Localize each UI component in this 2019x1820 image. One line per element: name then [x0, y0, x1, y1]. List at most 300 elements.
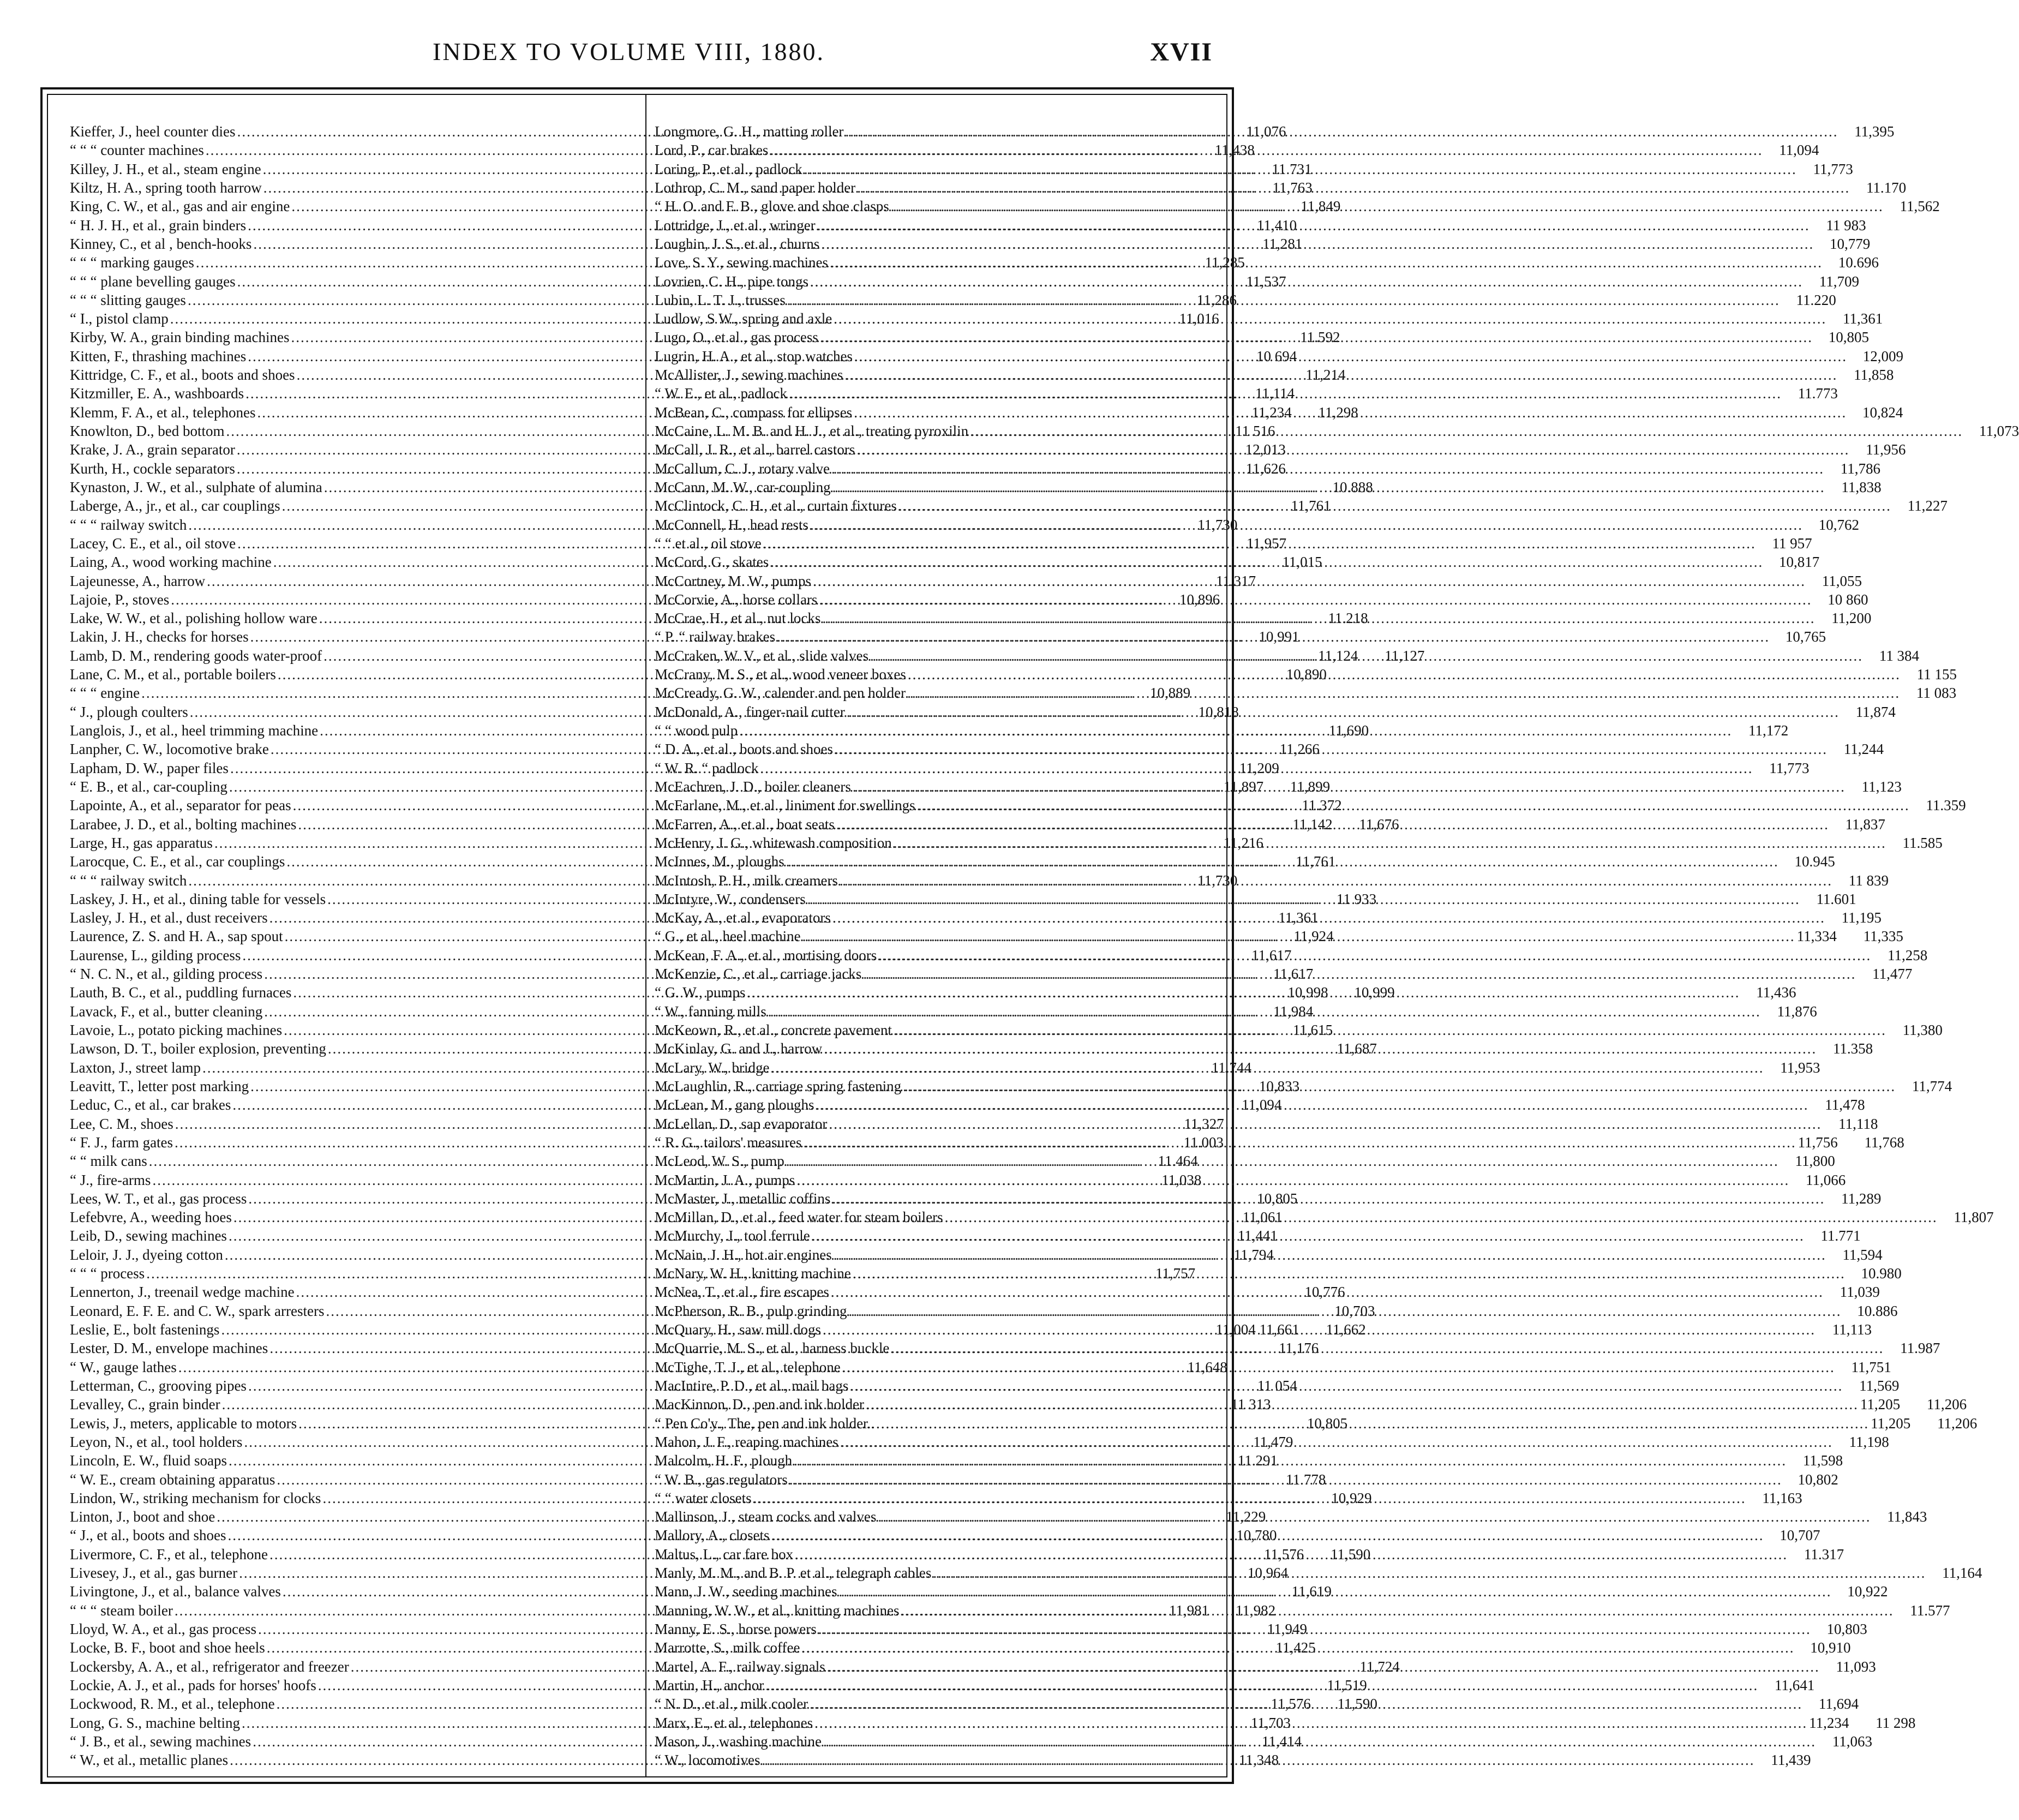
entry-text: McIntyre, W., condensers [655, 890, 806, 907]
entry-number: 11,899 [1290, 778, 1331, 795]
entry-number: 11 983 [1826, 217, 1866, 234]
entry-number: 10,779 [1829, 235, 1871, 252]
leader-dots [894, 834, 1886, 852]
index-entry [655, 1152, 1835, 1170]
leader-dots [908, 665, 1901, 684]
leader-dots [810, 1695, 1802, 1713]
entry-text: “ “ water closets [655, 1489, 752, 1506]
entry-number: 11,763 [1272, 179, 1313, 196]
entry-text: King, C. W., et al., gas and air engine [70, 198, 290, 215]
leader-dots [810, 516, 1803, 534]
entry-extra-number: 11,756 [1798, 1134, 1838, 1151]
entry-number: 11,076 [1246, 123, 1286, 140]
entry-number: 11,114 [1255, 385, 1295, 402]
entry-text: “ “ “ process [70, 1265, 145, 1282]
leader-dots [823, 1320, 1816, 1339]
entry-text: McCrae, H., et al., nut locks [655, 610, 821, 627]
entry-number: 11,113 [1832, 1321, 1872, 1338]
entry-number: 11,984 [1273, 1003, 1314, 1020]
leader-dots [804, 1133, 1796, 1152]
index-entry [655, 684, 1957, 702]
entry-number: 10,833 [1259, 1077, 1300, 1094]
entry-text: “ W., locomotives [655, 1752, 760, 1769]
leader-dots [870, 646, 1863, 665]
leader-dots [831, 459, 1824, 478]
entry-number: 11,519 [1327, 1677, 1367, 1693]
entry-text: McConnell, H., head rests [655, 516, 808, 533]
entry-number: 12,009 [1862, 348, 1903, 364]
entry-number: 11,438 [1214, 142, 1255, 159]
index-frame-inner [47, 94, 2019, 1777]
entry-text: Manning, W. W., et al., knitting machines [655, 1602, 900, 1619]
entry-number: 11,641 [1774, 1677, 1815, 1693]
entry-number: 11,751 [1851, 1358, 1891, 1375]
leader-dots [814, 1714, 1807, 1732]
entry-text: Manny, E. S., horse powers [655, 1621, 817, 1637]
entry-text: “ N. D., et al., milk cooler [655, 1696, 808, 1713]
entry-number: 11,164 [1942, 1565, 1982, 1582]
entry-number: 11,061 [1242, 1209, 1283, 1226]
entry-text: “ P. “ railway brakes [655, 628, 776, 645]
index-entry [70, 534, 1287, 553]
entry-number: 12,013 [1245, 441, 1286, 458]
entry-text: McCallum, C. J., rotary valve [655, 460, 830, 477]
entry-text: “ W. E., et al., padlock [655, 385, 787, 402]
entry-text: McFarlane, M., et al., liniment for swellings [655, 797, 915, 814]
entry-text: Lewis, J., meters, applicable to motors [70, 1415, 297, 1432]
entry-text: Kittridge, C. F., et al., boots and shoes [70, 367, 295, 384]
entry-number: 11.218 [1328, 610, 1368, 627]
leader-dots [830, 253, 1823, 272]
leader-dots [807, 890, 1800, 908]
entry-number: 11,687 [1337, 1040, 1377, 1057]
entry-number: 11,055 [1822, 572, 1862, 589]
entry-number: 11,786 [1840, 460, 1880, 477]
entry-number: 11,206 [1937, 1415, 1978, 1432]
entry-number: 11 516 [1235, 423, 1275, 439]
leader-dots [840, 871, 1832, 890]
entry-number: 11,436 [1756, 984, 1796, 1001]
leader-dots [878, 1507, 1871, 1526]
entry-number: 11,757 [1155, 1265, 1196, 1282]
leader-dots [827, 1657, 1820, 1676]
entry-number: 11,569 [1859, 1377, 1900, 1394]
entry-text: Lake, W. W., et al., polishing hollow ware [70, 610, 317, 627]
entry-number: 11,730 [1197, 872, 1238, 889]
entry-number: 11.778 [1286, 1471, 1326, 1488]
entry-text: “ N. C. N., et al., gilding process [70, 966, 263, 983]
entry-number: 11,690 [1328, 722, 1369, 739]
entry-number: 11,395 [1854, 123, 1895, 140]
entry-number: 11 054 [1257, 1377, 1297, 1394]
entry-number: 11 384 [1879, 647, 1919, 664]
entry-text: McCann, M. W., car-coupling [655, 478, 831, 495]
entry-text: “ E. B., et al., car-coupling [70, 778, 227, 795]
entry-text: Laurense, L., gilding process [70, 947, 241, 963]
entry-text: “ H. O. and F. B., glove and shoe clasps [655, 198, 889, 215]
entry-number: 11,285 [1205, 254, 1245, 271]
leader-dots [917, 796, 1910, 815]
entry-number: 11,838 [1841, 478, 1882, 495]
entry-text: Larocque, C. E., et al., car couplings [70, 853, 285, 870]
entry-number: 10,707 [1780, 1527, 1820, 1544]
entry-text: McCall, J. R., et al., barrel castors [655, 441, 855, 458]
entry-number: 10.945 [1794, 853, 1835, 870]
entry-text: “ W. E., cream obtaining apparatus [70, 1471, 275, 1488]
leader-dots [901, 1601, 1894, 1620]
entry-text: Ludlow, S W., spring and axle [655, 310, 832, 327]
entry-number: 10,817 [1778, 554, 1820, 571]
entry-text: Marrotte, S., milk coffee [655, 1639, 800, 1656]
entry-text: Lefebvre, A., weeding hoes [70, 1209, 232, 1226]
leader-dots [854, 403, 1847, 422]
entry-text: Lawson, D. T., boiler explosion, preventing [70, 1040, 326, 1057]
entry-number: 11,298 [1318, 404, 1358, 421]
entry-number: 11,662 [1326, 1321, 1366, 1338]
entry-text: McCrany, M. S., et al., wood veneer boxes [655, 666, 906, 683]
entry-number: 11.003 [1183, 1134, 1224, 1151]
leader-dots [786, 1152, 1779, 1170]
entry-text: Lovrien, C. H., pipe tongs [655, 273, 808, 290]
entry-text: McKean, F. A., et al., mortising doors [655, 947, 877, 963]
entry-text: “ W., et al., metallic planes [70, 1752, 229, 1769]
entry-number: 11,761 [1291, 498, 1331, 514]
entry-text: Locke, B. F., boot and shoe heels [70, 1639, 265, 1656]
entry-number: 11,073 [1979, 423, 2019, 439]
entry-number: 10,999 [1354, 984, 1395, 1001]
entry-number: 11,876 [1777, 1003, 1817, 1020]
entry-extra-number: 11,576 [1263, 1546, 1304, 1562]
entry-number: 11,361 [1842, 310, 1883, 327]
entry-number: 11,244 [1843, 741, 1884, 758]
leader-dots [857, 178, 1850, 197]
entry-number: 11,118 [1838, 1115, 1878, 1132]
entry-number: 11,093 [1836, 1658, 1876, 1675]
leader-dots [801, 1638, 1794, 1657]
entry-number: 10,765 [1785, 628, 1826, 645]
entry-text: McMurchy, J., tool ferrule [655, 1228, 810, 1244]
entry-number: 10,890 [1286, 666, 1327, 683]
leader-dots [866, 1395, 1859, 1414]
leader-dots [810, 272, 1803, 291]
entry-number: 11,949 [1267, 1621, 1307, 1637]
entry-text: Lottridge, J., et al., wringer [655, 217, 816, 234]
entry-text: Lockie, A. J., et al., pads for horses' hoofs [70, 1677, 316, 1693]
entry-text: Larabee, J. D., et al., bolting machines [70, 816, 297, 833]
entry-number: 11,414 [1261, 1733, 1302, 1750]
entry-text: Lugrin, H. A., et al., stop watches [655, 348, 853, 364]
entry-number: 11,227 [1907, 498, 1948, 514]
leader-dots [832, 1189, 1825, 1208]
entry-text: MacIntire, P. D., et al., mail bags [655, 1377, 849, 1394]
entry-number: 10,780 [1236, 1527, 1277, 1544]
entry-text: McIntosh, P. H., milk creamers [655, 872, 838, 889]
entry-number: 11,094 [1242, 1097, 1282, 1113]
entry-text: Lamb, D. M., rendering goods water-proof [70, 647, 322, 664]
entry-text: “ “ “ railway switch [70, 516, 187, 533]
entry-number: 10,889 [1149, 685, 1191, 702]
leader-dots [753, 1489, 1746, 1507]
entry-text: Martel, A. F., railway signals [655, 1658, 825, 1675]
leader-dots [850, 1376, 1843, 1395]
entry-number: 10.888 [1332, 478, 1373, 495]
entry-text: Kitten, F., thrashing machines [70, 348, 247, 364]
entry-text: “ W. B., gas regulators [655, 1471, 788, 1488]
entry-extra-number: 11,234 [1809, 1714, 1849, 1731]
leader-dots [854, 347, 1847, 366]
entry-number: 10.980 [1861, 1265, 1902, 1282]
leader-dots [747, 983, 1740, 1002]
index-entry [655, 309, 1883, 328]
entry-number: 10,762 [1818, 516, 1859, 533]
entry-text: Lavoie, L., potato picking machines [70, 1022, 283, 1038]
entry-text: McNea, T., et al., fire escapes [655, 1284, 829, 1301]
leader-dots [891, 197, 1884, 215]
entry-text: “ I., pistol clamp [70, 310, 169, 327]
entry-text: “ “ et al., oil stove [655, 535, 762, 552]
entry-text: Loughin, J. S., et al., churns [655, 235, 820, 252]
leader-dots [834, 309, 1826, 328]
entry-number: 11.220 [1796, 291, 1836, 308]
entry-text: Linton, J., boot and shoe [70, 1508, 215, 1525]
entry-text: Mahon, J. F., reaping machines [655, 1433, 838, 1450]
entry-number: 11,172 [1748, 722, 1789, 739]
entry-number: 11,094 [1779, 142, 1819, 159]
entry-text: Lockersby, A. A., et al., refrigerator and freezer [70, 1658, 349, 1675]
entry-text: McCord, G., skates [655, 554, 769, 571]
entry-extra-number: 11,142 [1292, 816, 1333, 833]
entry-text: Lane, C. M., et al., portable boilers [70, 666, 276, 683]
entry-number: 11,195 [1841, 909, 1882, 926]
entry-text: Manly, M. M., and B. P. et al., telegraph cables [655, 1565, 932, 1582]
entry-text: “ “ “ engine [70, 685, 140, 702]
entry-number: 11,286 [1196, 291, 1237, 308]
entry-number: 11.601 [1816, 890, 1856, 907]
entry-text: “ “ “ marking gauges [70, 254, 194, 271]
entry-extra-number: 11,981 [1169, 1602, 1209, 1619]
entry-number: 11,837 [1845, 816, 1885, 833]
entry-number: 11.358 [1832, 1040, 1873, 1057]
entry-text: Lord, P., car brakes [655, 142, 769, 159]
entry-number: 10,922 [1847, 1583, 1888, 1600]
entry-text: McNary, W. H., knitting machine [655, 1265, 851, 1282]
entry-text: Leloir, J. J., dyeing cotton [70, 1246, 223, 1263]
entry-text: Livesey, J., et al., gas burner [70, 1565, 238, 1582]
entry-number: 11,724 [1359, 1658, 1400, 1675]
page-number: XVII [1150, 38, 1213, 67]
entry-number: 11,957 [1246, 535, 1287, 552]
entry-text: Lloyd, W. A., et al., gas process [70, 1621, 256, 1637]
leader-dots [847, 703, 1840, 721]
entry-text: Long, G. S., machine belting [70, 1714, 240, 1731]
entry-number: 11,615 [1292, 1022, 1333, 1038]
entry-text: Loring, P., et al., padlock [655, 160, 802, 177]
entry-number: 11 313 [1231, 1396, 1271, 1413]
leader-dots [849, 1302, 1842, 1320]
entry-text: “ “ “ steam boiler [70, 1602, 173, 1619]
leader-dots [787, 291, 1780, 309]
entry-text: Knowlton, D., bed bottom [70, 423, 225, 439]
entry-text: McDonald, A., finger-nail cutter [655, 703, 845, 720]
leader-dots [768, 1002, 1761, 1021]
entry-text: Krake, J. A., grain separator [70, 441, 235, 458]
leader-dots [823, 1732, 1816, 1751]
entry-number: 10,805 [1257, 1190, 1298, 1207]
entry-text: McLaughlin, R., carriage spring fastening [655, 1077, 902, 1094]
entry-number: 11,694 [1818, 1696, 1859, 1713]
index-entry [655, 871, 1889, 890]
entry-number: 11,380 [1902, 1022, 1943, 1038]
entry-text: Laskey, J. H., et al., dining table for vessels [70, 890, 326, 907]
entry-text: McMaster, J., metallic coffins [655, 1190, 831, 1207]
leader-dots [795, 1545, 1788, 1564]
leader-dots [770, 553, 1763, 571]
entry-text: Lasley, J. H., et al., dust receivers [70, 909, 268, 926]
entry-number: 10.696 [1838, 254, 1879, 271]
entry-text: Lanpher, C. W., locomotive brake [70, 741, 269, 758]
entry-number: 11,479 [1253, 1433, 1293, 1450]
entry-text: Lugo, O., et al., gas process [655, 329, 818, 346]
leader-dots [786, 852, 1779, 871]
leader-dots [894, 1021, 1886, 1039]
entry-text: McAllister, J., sewing machines [655, 367, 843, 384]
leader-dots [903, 1077, 1896, 1095]
entry-number: 11,478 [1825, 1097, 1865, 1113]
entry-number: 11 083 [1916, 685, 1957, 702]
entry-number: 10,929 [1331, 1489, 1372, 1506]
entry-text: Livermore, C. F., et al., telephone [70, 1546, 268, 1562]
entry-text: Livingtone, J., et al., balance valves [70, 1583, 281, 1600]
leader-dots [838, 1582, 1831, 1601]
index-entry [655, 1358, 1891, 1376]
entry-number: 11.170 [1866, 179, 1907, 196]
entry-text: Langlois, J., et al., heel trimming machine [70, 722, 319, 739]
leader-dots [891, 1339, 1884, 1357]
entry-text: McQuary, H., saw mill dogs [655, 1321, 821, 1338]
leader-dots [832, 478, 1825, 496]
leader-dots [818, 1620, 1811, 1638]
entry-extra-number: 11,897 [1223, 778, 1264, 795]
entry-extra-number: 11,205 [1860, 1396, 1901, 1413]
entry-text: Laing, A., wood working machine [70, 554, 272, 571]
leader-dots [739, 721, 1732, 740]
entry-number: 11.317 [1804, 1546, 1844, 1562]
entry-number: 11,015 [1282, 554, 1322, 571]
entry-text: McHenry, J. G., whitewash composition [655, 834, 892, 851]
entry-text: Longmore, G. H., matting roller [655, 123, 844, 140]
entry-text: “ D. A., et al., boots and shoes [655, 741, 833, 758]
leader-dots [816, 1095, 1808, 1114]
entry-text: “ “ “ plane bevelling gauges [70, 273, 236, 290]
entry-number: 10,805 [1828, 329, 1869, 346]
entry-text: McLellan, D., sap evaporator [655, 1115, 828, 1132]
entry-number: 11,773 [1813, 160, 1853, 177]
entry-text: Large, H., gas apparatus [70, 834, 213, 851]
entry-number: 11,016 [1179, 310, 1219, 327]
entry-text: Leavitt, T., letter post marking [70, 1077, 249, 1094]
entry-text: Lauth, B. C., et al., puddling furnaces [70, 984, 292, 1001]
entry-text: “ “ wood pulp [655, 722, 738, 739]
entry-number: 11,176 [1279, 1340, 1319, 1357]
entry-text: McFarren, A., et al., boat seats [655, 816, 835, 833]
entry-number: 11,874 [1855, 703, 1896, 720]
entry-number: 11,361 [1278, 909, 1319, 926]
leader-dots [840, 1433, 1833, 1451]
entry-text: McKinlay, G. and J., harrow [655, 1040, 823, 1057]
entry-number: 10,703 [1334, 1302, 1375, 1319]
leader-dots [763, 534, 1756, 553]
entry-number: 11,626 [1245, 460, 1286, 477]
leader-dots [853, 777, 1846, 796]
entry-text: Martin, H., anchor [655, 1677, 764, 1693]
entry-number: 11.744 [1211, 1059, 1251, 1076]
entry-text: McMartin, J. A., pumps [655, 1171, 795, 1188]
entry-number: 11.773 [1798, 385, 1838, 402]
leader-dots [802, 927, 1795, 945]
leader-dots [876, 1414, 1869, 1433]
index-frame [40, 87, 2019, 1784]
entry-text: McBean, C., compass for ellipses [655, 404, 853, 421]
entry-text: Leduc, C., et al., car brakes [70, 1097, 231, 1113]
leader-dots [832, 908, 1825, 927]
entry-extra-number: 11,334 [1796, 928, 1837, 945]
entry-text: Lincoln, E. W., fluid soaps [70, 1452, 227, 1469]
entry-number: 11,439 [1771, 1752, 1811, 1769]
leader-dots [844, 366, 1837, 384]
entry-text: Kinney, C., et al , bench-hooks [70, 235, 252, 252]
entry-number: 11,590 [1330, 1546, 1371, 1562]
entry-text: Leyon, N., et al., tool holders [70, 1433, 243, 1450]
entry-text: McCortney, M. W., pumps [655, 572, 812, 589]
entry-text: “ W., gauge lathes [70, 1358, 177, 1375]
leader-dots [821, 235, 1814, 253]
entry-text: Love, S. Y., sewing machines [655, 254, 828, 271]
leader-dots [834, 1246, 1826, 1264]
entry-text: MacKinnon, D., pen and ink holder [655, 1396, 864, 1413]
entry-number: 10.886 [1857, 1302, 1898, 1319]
entry-number: 11,123 [1861, 778, 1902, 795]
entry-text: “ “ “ railway switch [70, 872, 187, 889]
entry-number: 10,824 [1862, 404, 1903, 421]
entry-text: Levalley, C., grain binder [70, 1396, 220, 1413]
leader-dots [845, 122, 1838, 141]
entry-text: Kieffer, J., heel counter dies [70, 123, 236, 140]
entry-number: 11.317 [1215, 572, 1256, 589]
entry-number: 11,562 [1900, 198, 1940, 215]
leader-dots [945, 1208, 1938, 1226]
entry-number: 11,289 [1841, 1190, 1882, 1207]
entry-number: 11,709 [1819, 273, 1859, 290]
leader-dots [856, 440, 1849, 459]
index-entry [655, 590, 1868, 609]
entry-text: Kirby, W. A., grain binding machines [70, 329, 290, 346]
entry-number: 11,598 [1802, 1452, 1843, 1469]
entry-number: 11,127 [1385, 647, 1425, 664]
entry-number: 10,910 [1810, 1639, 1851, 1656]
leader-dots [819, 590, 1812, 609]
entry-number: 11,849 [1301, 198, 1341, 215]
entry-number: 11,214 [1305, 367, 1346, 384]
leader-dots [829, 1115, 1822, 1133]
entry-number: 11,209 [1239, 759, 1279, 776]
entry-number: 11,163 [1762, 1489, 1802, 1506]
leader-dots [777, 627, 1770, 646]
leader-dots [812, 1226, 1805, 1245]
entry-number: 11,063 [1832, 1733, 1872, 1750]
entry-number: 11,281 [1262, 235, 1303, 252]
entry-number: 11,768 [1864, 1134, 1904, 1151]
entry-number: 11,348 [1238, 1752, 1279, 1769]
